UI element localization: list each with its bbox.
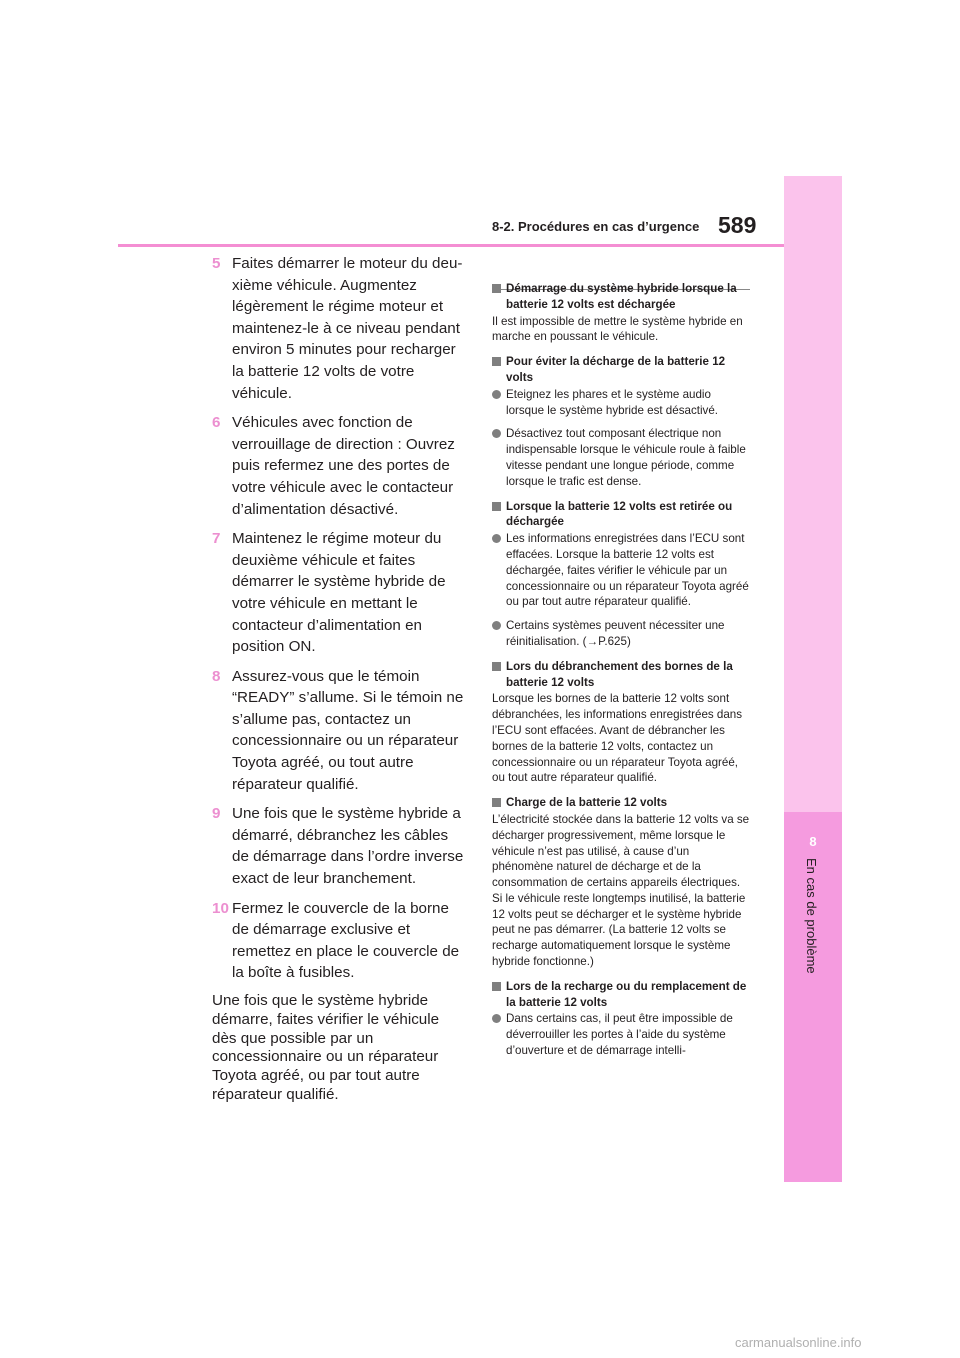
square-bullet-icon [492, 662, 501, 671]
note-section [492, 281, 752, 345]
footer-watermark: carmanualsonline.info [735, 1335, 862, 1350]
round-bullet-icon [492, 534, 501, 543]
step-text: Une fois que le système hybride a démarré, débranchez les câbles de démarrage dans l’ordre inverse exact de leur branchement. [232, 805, 464, 888]
section-heading: 8-2. Procédures en cas d’urgence [492, 219, 700, 234]
step-item [212, 898, 466, 984]
note-section [492, 979, 752, 1059]
note-section [492, 795, 752, 970]
note-section [492, 354, 752, 489]
note-paragraph: L’électricité stockée dans la batterie 12 volts va se décharger progressivement, même lorsque le véhicule n’est pas utilisé, à cause d’un phénomène naturel de décharge et de la consommation de certains appareils électriques. Si le véhicule reste longtemps inutilisé, la batterie 12 volts peut se décharger et le système hybride peut ne pas démarrer. (La batterie 12 volts se recharge automatiquement lorsque le système hybride fonctionne.) [492, 812, 750, 969]
round-bullet-icon [492, 1014, 501, 1023]
step-number: 10 [212, 899, 229, 917]
round-bullet-icon [492, 390, 501, 399]
step-number: 5 [212, 255, 221, 272]
round-bullet-icon [492, 621, 501, 630]
note-paragraph: Il est impossible de mettre le système hybride en marche en poussant le véhicule. [492, 314, 743, 344]
step-number: 6 [212, 414, 221, 432]
note-section [492, 659, 752, 786]
closing-paragraph: Une fois que le système hybride démarre, faites vérifier le véhicule dès que possible par un concessionnaire ou un réparateur Toyota agréé, ou par tout autre réparateur qualifié. [212, 992, 440, 1103]
note-heading: Pour éviter la décharge de la batterie 12 volts [492, 354, 752, 386]
step-text: Véhicules avec fonction de verrouillage de direction : Ouvrez puis refermez une des portes de votre véhicule avec le contacteur d’alimentation désactivé. [232, 414, 455, 518]
note-bullet: Certains systèmes peuvent nécessiter une réinitialisation. (→P.625) [492, 618, 752, 650]
note-heading: Charge de la batterie 12 volts [492, 795, 752, 811]
step-item [212, 412, 466, 520]
step-number: 7 [212, 530, 221, 548]
note-heading: Lorsque la batterie 12 volts est retirée ou déchargée [492, 499, 752, 531]
step-item [212, 253, 466, 404]
note-section [492, 499, 752, 650]
step-text: Maintenez le régime moteur du deuxième véhicule et faites démarrer le système hybride de votre véhicule en mettant le contacteur d’alimentation en position ON. [232, 530, 446, 656]
square-bullet-icon [492, 798, 501, 807]
step-number: 9 [212, 805, 221, 823]
square-bullet-icon [492, 982, 501, 991]
page-number: 589 [718, 212, 757, 238]
step-item [212, 803, 466, 889]
note-heading: Démarrage du système hybride lorsque la batterie 12 volts est déchargée [492, 281, 752, 313]
step-item [212, 666, 466, 796]
right-column [492, 282, 752, 1068]
step-item [212, 528, 466, 658]
note-bullet: Eteignez les phares et le système audio lorsque le système hybride est désactivé. [492, 387, 752, 419]
step-number: 8 [212, 667, 221, 685]
square-bullet-icon [492, 502, 501, 511]
step-text: Assurez-vous que le témoin “READY” s’allume. Si le témoin ne s’allume pas, contactez un concessionnaire ou un réparateur Toyota agréé, ou tout autre réparateur qualifié. [232, 667, 464, 793]
left-column [212, 253, 466, 1105]
square-bullet-icon [492, 357, 501, 366]
chapter-number: 8 [809, 834, 817, 849]
note-heading: Lors de la recharge ou du remplacement de la batterie 12 volts [492, 979, 752, 1011]
note-bullet: Les informations enregistrées dans l’ECU sont effacées. Lorsque la batterie 12 volts est déchargée, faites vérifier le véhicule par un concessionnaire ou un réparateur Toyota agréé ou par tout autre réparateur qualifié. [492, 531, 752, 610]
note-bullet: Dans certains cas, il peut être impossible de déverrouiller les portes à l’aide du système d’ouverture et de démarrage intelli- [492, 1011, 752, 1058]
header-rule [118, 244, 784, 247]
step-text: Fermez le couvercle de la borne de démarrage exclusive et remettez en place le couvercle de la boîte à fusibles. [232, 899, 460, 982]
note-heading: Lors du débranchement des bornes de la batterie 12 volts [492, 659, 752, 691]
square-bullet-icon [492, 284, 501, 293]
chapter-title: En cas de problème [804, 858, 819, 974]
step-text: Faites démarrer le moteur du deuxième véhicule. Augmentez légèrement le régime moteur et maintenez-le à ce niveau pendant environ 5 minutes pour recharger la batterie 12 volts de votre véhicule. [232, 255, 463, 402]
round-bullet-icon [492, 429, 501, 438]
note-paragraph: Lorsque les bornes de la batterie 12 volts sont débranchées, les informations enregistrées dans l’ECU sont effacées. Avant de débrancher les bornes de la batterie 12 volts, contactez un concessionnaire ou un réparateur Toyota agréé, ou tout autre réparateur qualifié. [492, 692, 743, 785]
note-bullet: Désactivez tout composant électrique non indispensable lorsque le véhicule roule à faible vitesse pendant une longue période, comme lorsque le trafic est dense. [492, 426, 752, 489]
